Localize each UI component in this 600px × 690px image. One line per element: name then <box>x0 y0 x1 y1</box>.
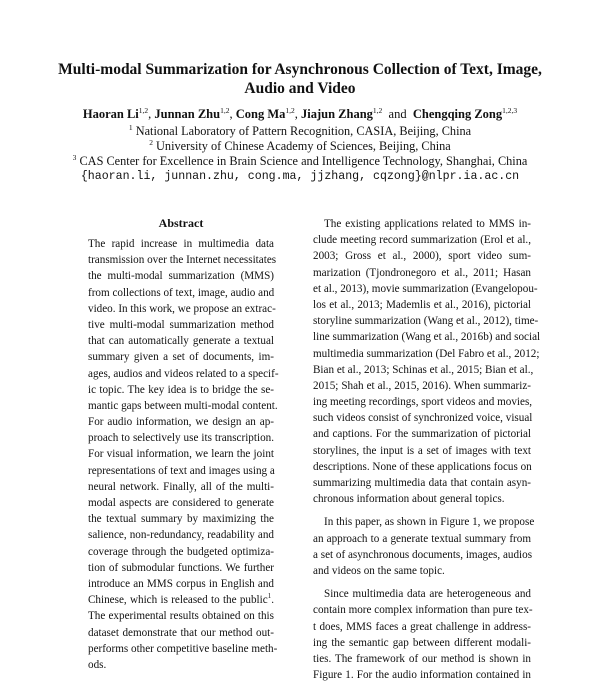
body-line: In this paper, as shown in Figure 1, we propose <box>324 516 535 529</box>
body-line: multimedia summarization (Del Fabro et al., 2012; <box>313 347 540 360</box>
abstract-line <box>88 252 277 268</box>
body-line: marization (Tjondronegoro et al., 2011; Hasan <box>313 266 531 279</box>
affiliation-text: University of Chinese Academy of Sciences, Beijing, China <box>156 139 451 153</box>
abstract-line <box>88 333 274 349</box>
abstract-line <box>88 398 278 414</box>
abstract-line <box>88 430 274 446</box>
abstract-heading: Abstract <box>158 216 204 230</box>
abstract-line-text: ods. <box>88 658 107 671</box>
author-affil-mark: 1,2 <box>138 106 149 115</box>
body-line: chronous information about general topics. <box>313 493 505 506</box>
and-word: and <box>388 107 407 121</box>
abstract-line <box>88 268 274 284</box>
author-affil-mark: 1,2 <box>285 106 295 115</box>
author-affil-mark: 1,2 <box>372 106 383 115</box>
abstract-line <box>88 366 279 382</box>
abstract-line <box>88 495 274 511</box>
abstract-line-text: The experimental results obtained on this <box>88 610 274 623</box>
abstract-line-text: coverage through the budgeted optimiza- <box>88 545 274 558</box>
abstract-line <box>88 382 274 398</box>
author-name: Jiajun Zhang <box>301 107 373 121</box>
author-name: Haoran Li <box>82 107 139 121</box>
footnote-mark: 1 <box>267 592 272 601</box>
author-affil-mark: 1,2,3 <box>502 106 518 115</box>
abstract-line <box>88 641 278 657</box>
affiliation-3 <box>0 154 600 169</box>
author-emails: {haoran.li, junnan.zhu, cong.ma, jjzhang, cqzong}@nlpr.ia.ac.cn <box>80 170 520 183</box>
abstract-line-text: performs other competitive baseline meth- <box>88 642 278 655</box>
body-line: and videos on the same topic. <box>313 564 445 577</box>
affiliation-mark: 2 <box>149 138 153 147</box>
abstract-line <box>88 479 274 495</box>
abstract-line-text: from collections of text, image, audio and <box>88 286 275 299</box>
abstract-line-text: proach to selectively use its transcription. <box>88 432 274 445</box>
author-affil-mark: 1,2 <box>220 106 230 115</box>
abstract-line-text: ages, audios and videos related to a specif- <box>88 367 279 380</box>
abstract-line-text: summary given a set of documents, im- <box>88 351 274 364</box>
abstract-body <box>88 236 279 673</box>
paper-title <box>40 60 560 98</box>
abstract-line <box>88 511 274 527</box>
abstract-line <box>88 349 274 365</box>
abstract-line-text: dataset demonstrate that our method out- <box>88 626 274 639</box>
abstract-line-text: transmission over the Internet necessitates <box>88 254 277 267</box>
body-line: ing meeting recordings, sport videos and movies, <box>313 396 533 409</box>
body-line: summarizing multimedia data that contain asyn- <box>313 477 531 489</box>
abstract-line <box>88 301 274 317</box>
abstract-line-text: salience, non-redundancy, readability and <box>88 529 274 542</box>
author-name: Cong Ma <box>235 107 286 121</box>
abstract-line-text: modal aspects are considered to generate <box>88 497 274 509</box>
abstract-line <box>88 285 274 301</box>
body-line: Since multimedia data are heterogeneous and <box>324 588 531 601</box>
abstract-line-text: video. In this work, we propose an extrac- <box>88 302 276 315</box>
abstract-line <box>88 414 274 430</box>
abstract-line-text: neural network. Finally, all of the multi- <box>88 480 274 493</box>
body-line: 2003; Gross et al., 2000), sport video sum- <box>313 250 531 263</box>
abstract-line <box>88 527 274 543</box>
abstract-line-text: introduce an MMS corpus in English and <box>88 577 274 590</box>
body-line: The existing applications related to MMS in- <box>324 218 531 230</box>
abstract-line-text: For visual information, we learn the joint <box>88 448 274 461</box>
abstract-line <box>88 657 274 673</box>
abstract-line <box>88 463 274 479</box>
body-paragraph <box>313 514 535 579</box>
body-line: contain more complex information than pure tex- <box>313 604 533 617</box>
body-line: and captions. For the summarization of pictorial <box>313 428 531 441</box>
body-line: 2015; Shah et al., 2015, 2016). When summariz- <box>313 379 531 392</box>
affiliation-2 <box>0 139 600 154</box>
author-list: Haoran Li$^{1,2}$, Junnan Zhu$^{1,2}$, Cong Ma$^{1,2}$, Jiajun Zhang$^{1,2}$ and Chengqing Zong$^{1,2,3}$ <box>82 106 518 121</box>
affiliation-1 <box>0 124 600 139</box>
body-line: storyline summarization (Wang et al., 2012), time- <box>313 315 539 328</box>
body-paragraph <box>313 216 541 507</box>
body-line: descriptions. None of these applications focus on <box>313 460 532 473</box>
affiliation-text: National Laboratory of Pattern Recognition, CASIA, Beijing, China <box>135 124 472 138</box>
author-name: Chengqing Zong <box>412 107 503 121</box>
author-name: Junnan Zhu <box>154 107 221 121</box>
title-line-2: Audio and Video <box>244 80 356 97</box>
body-line: Bian et al., 2013; Schinas et al., 2015; Bian et al., <box>313 363 534 376</box>
introduction-body <box>313 216 541 690</box>
body-line: an approach to a generate textual summary from <box>313 532 531 545</box>
abstract-line-text: ic topic. The key idea is to bridge the se- <box>88 383 274 396</box>
abstract-line <box>88 560 274 576</box>
abstract-line <box>88 544 274 560</box>
abstract-line-text: The rapid increase in multimedia data <box>88 238 274 250</box>
abstract-line-text: mantic gaps between multi-modal content. <box>88 399 278 412</box>
body-line: a set of asynchronous documents, images, audios <box>313 548 533 561</box>
abstract-line-text: For audio information, we design an ap- <box>88 416 274 429</box>
abstract-line-text: that can automatically generate a textual <box>88 335 274 348</box>
abstract-line-text: representations of text and images using a <box>88 464 275 477</box>
body-line: line summarization (Wang et al., 2016b) and social <box>313 331 541 344</box>
abstract-line <box>88 608 274 624</box>
body-line: los et al., 2013; Mademlis et al., 2016), pictorial <box>313 298 531 311</box>
body-line: clude meeting record summarization (Erol et al., <box>313 234 531 247</box>
abstract-line <box>88 625 274 641</box>
body-line: et al., 2013), movie summarization (Evangelopou- <box>313 282 538 295</box>
body-line: ing the semantic gap between different modali- <box>313 636 531 649</box>
abstract-line-text: Chinese, which is released to the public <box>88 594 268 607</box>
body-paragraph <box>313 586 531 683</box>
body-line: storylines, the input is a set of images with text <box>313 444 531 457</box>
abstract-line-text: the multi-modal summarization (MMS) <box>88 270 274 283</box>
abstract-line-text: the textual summary by maximizing the <box>88 513 274 526</box>
abstract-line-text: tive multi-modal summarization method <box>88 318 274 331</box>
body-line: Figure 1. For the audio information contained in <box>313 669 531 682</box>
affiliation-text: CAS Center for Excellence in Brain Science and Intelligence Technology, Shanghai, China <box>79 154 528 168</box>
abstract-line <box>88 576 274 592</box>
affiliation-mark: 1 <box>128 123 133 132</box>
body-line: ties. The framework of our method is shown in <box>313 652 531 665</box>
affiliation-mark: 3 <box>72 153 77 162</box>
body-line: such videos consist of synchronized voice, visual <box>313 412 533 425</box>
abstract-line: Chinese, which is released to the public$^1$. <box>88 592 274 607</box>
title-line-1: Multi-modal Summarization for Asynchronous Collection of Text, Image, <box>58 61 542 78</box>
abstract-line-text: tion of submodular functions. We further <box>88 561 274 574</box>
body-line: t does, MMS faces a great challenge in address- <box>313 620 531 633</box>
abstract-line <box>88 317 274 333</box>
abstract-line <box>88 236 274 252</box>
abstract-line <box>88 446 274 462</box>
